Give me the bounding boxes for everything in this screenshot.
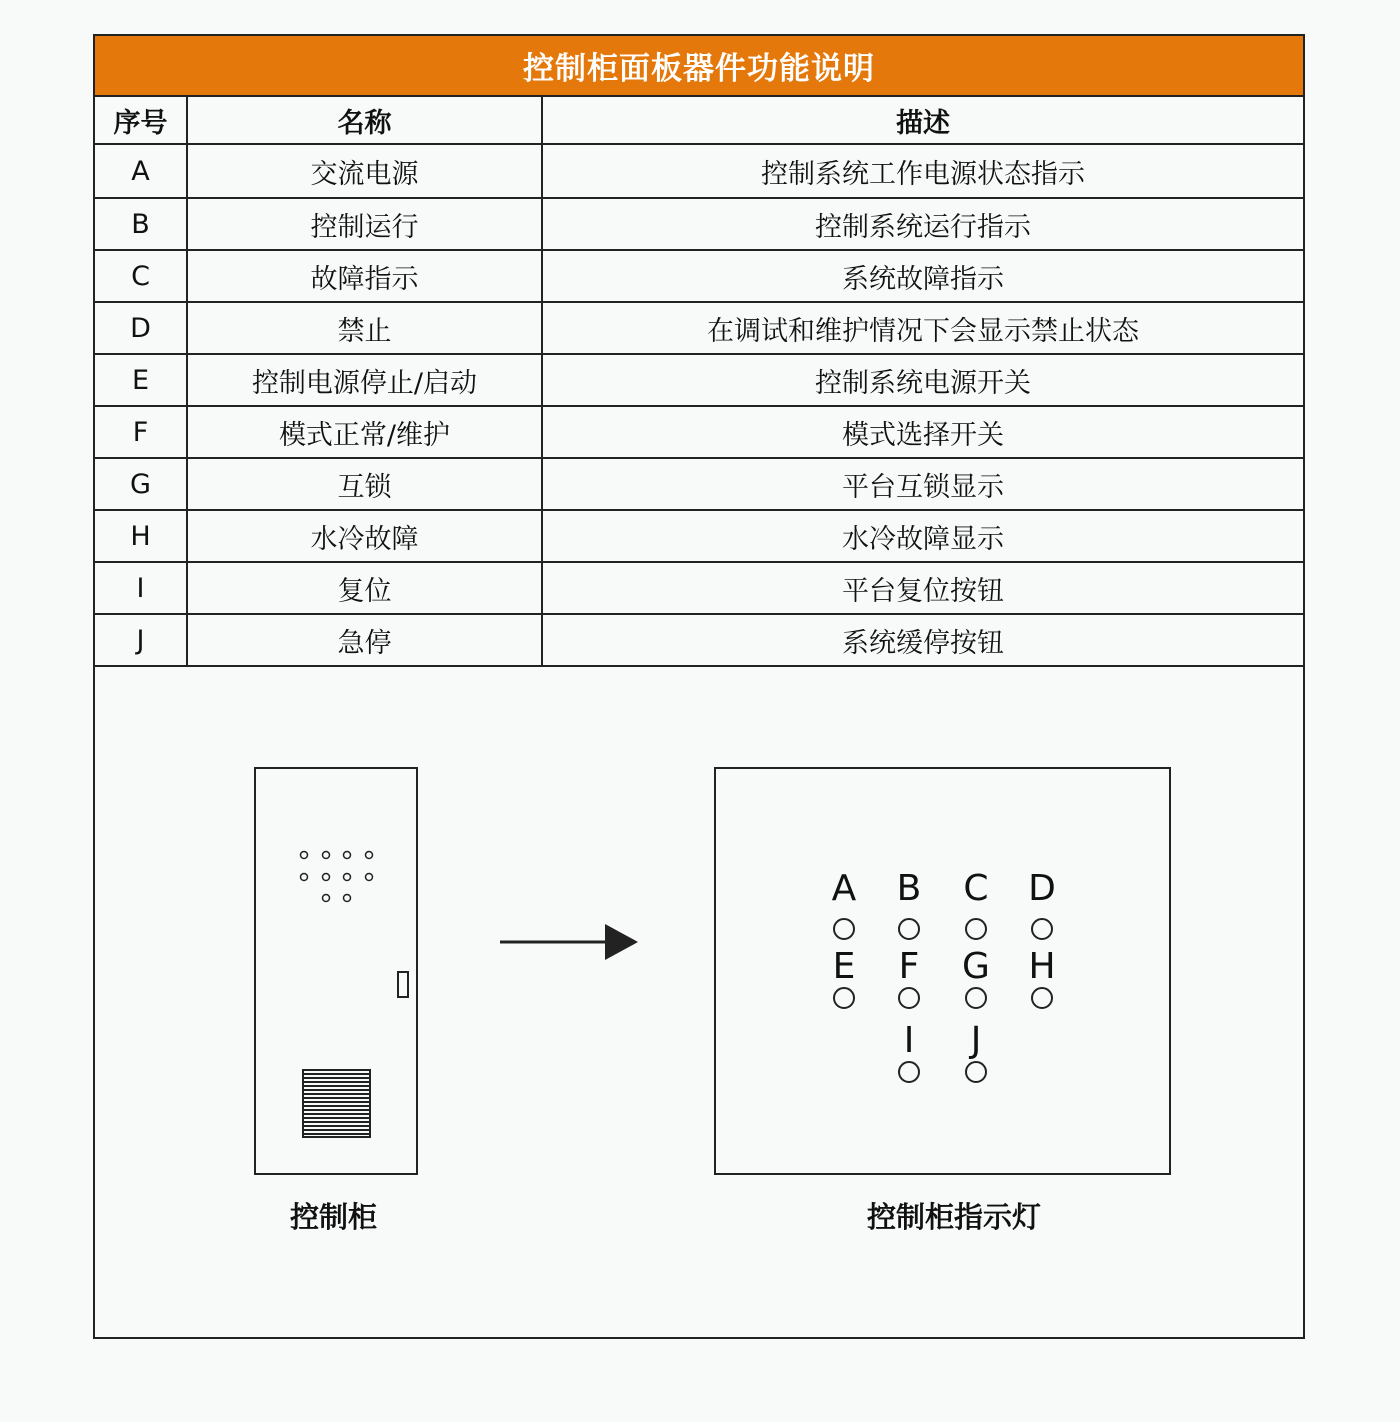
panel-description-frame [93, 34, 1305, 1339]
row-description: 平台互锁显示 [542, 458, 1303, 510]
column-header-name: 名称 [187, 97, 542, 144]
cabinet-label: 控制柜 [290, 1200, 378, 1234]
table-row [95, 250, 1303, 302]
row-name: 模式正常/维护 [187, 406, 542, 458]
row-index: G [95, 458, 187, 510]
row-description: 水冷故障显示 [542, 510, 1303, 562]
lamp-letter-h: H [1028, 946, 1056, 987]
row-name: 控制电源停止/启动 [187, 354, 542, 406]
table-row [95, 614, 1303, 666]
table-row [95, 144, 1303, 198]
row-name: 交流电源 [187, 144, 542, 198]
row-index: F [95, 406, 187, 458]
row-index: D [95, 302, 187, 354]
table-row [95, 510, 1303, 562]
table-row [95, 458, 1303, 510]
row-name: 禁止 [187, 302, 542, 354]
table-header-row [95, 97, 1303, 144]
row-name: 复位 [187, 562, 542, 614]
table-row [95, 562, 1303, 614]
lamp-letter-g: G [962, 946, 990, 987]
lamp-letter-b: B [896, 868, 922, 909]
row-index: C [95, 250, 187, 302]
table-row [95, 354, 1303, 406]
table-row [95, 302, 1303, 354]
lamp-letter-a: A [831, 868, 857, 909]
component-table [95, 97, 1303, 667]
row-description: 系统故障指示 [542, 250, 1303, 302]
row-name: 控制运行 [187, 198, 542, 250]
row-description: 在调试和维护情况下会显示禁止状态 [542, 302, 1303, 354]
lamp-letter-i: I [903, 1020, 915, 1061]
row-description: 系统缓停按钮 [542, 614, 1303, 666]
row-description: 控制系统电源开关 [542, 354, 1303, 406]
lamp-letter-d: D [1028, 868, 1056, 909]
row-index: E [95, 354, 187, 406]
row-name: 急停 [187, 614, 542, 666]
lamp-letter-e: E [832, 946, 856, 987]
table-row [95, 406, 1303, 458]
row-index: A [95, 144, 187, 198]
row-index: B [95, 198, 187, 250]
row-name: 互锁 [187, 458, 542, 510]
page-title: 控制柜面板器件功能说明 [95, 36, 1303, 97]
table-row [95, 198, 1303, 250]
row-description: 平台复位按钮 [542, 562, 1303, 614]
column-header-index: 序号 [95, 97, 187, 144]
panel-label: 控制柜指示灯 [867, 1200, 1042, 1234]
row-description: 模式选择开关 [542, 406, 1303, 458]
row-name: 故障指示 [187, 250, 542, 302]
row-index: H [95, 510, 187, 562]
row-name: 水冷故障 [187, 510, 542, 562]
row-index: I [95, 562, 187, 614]
lamp-letter-j: J [970, 1020, 982, 1061]
row-description: 控制系统运行指示 [542, 198, 1303, 250]
lamp-letter-c: C [963, 868, 989, 909]
lamp-letter-f: F [898, 946, 920, 987]
column-header-description: 描述 [542, 97, 1303, 144]
row-description: 控制系统工作电源状态指示 [542, 144, 1303, 198]
row-index: J [95, 614, 187, 666]
